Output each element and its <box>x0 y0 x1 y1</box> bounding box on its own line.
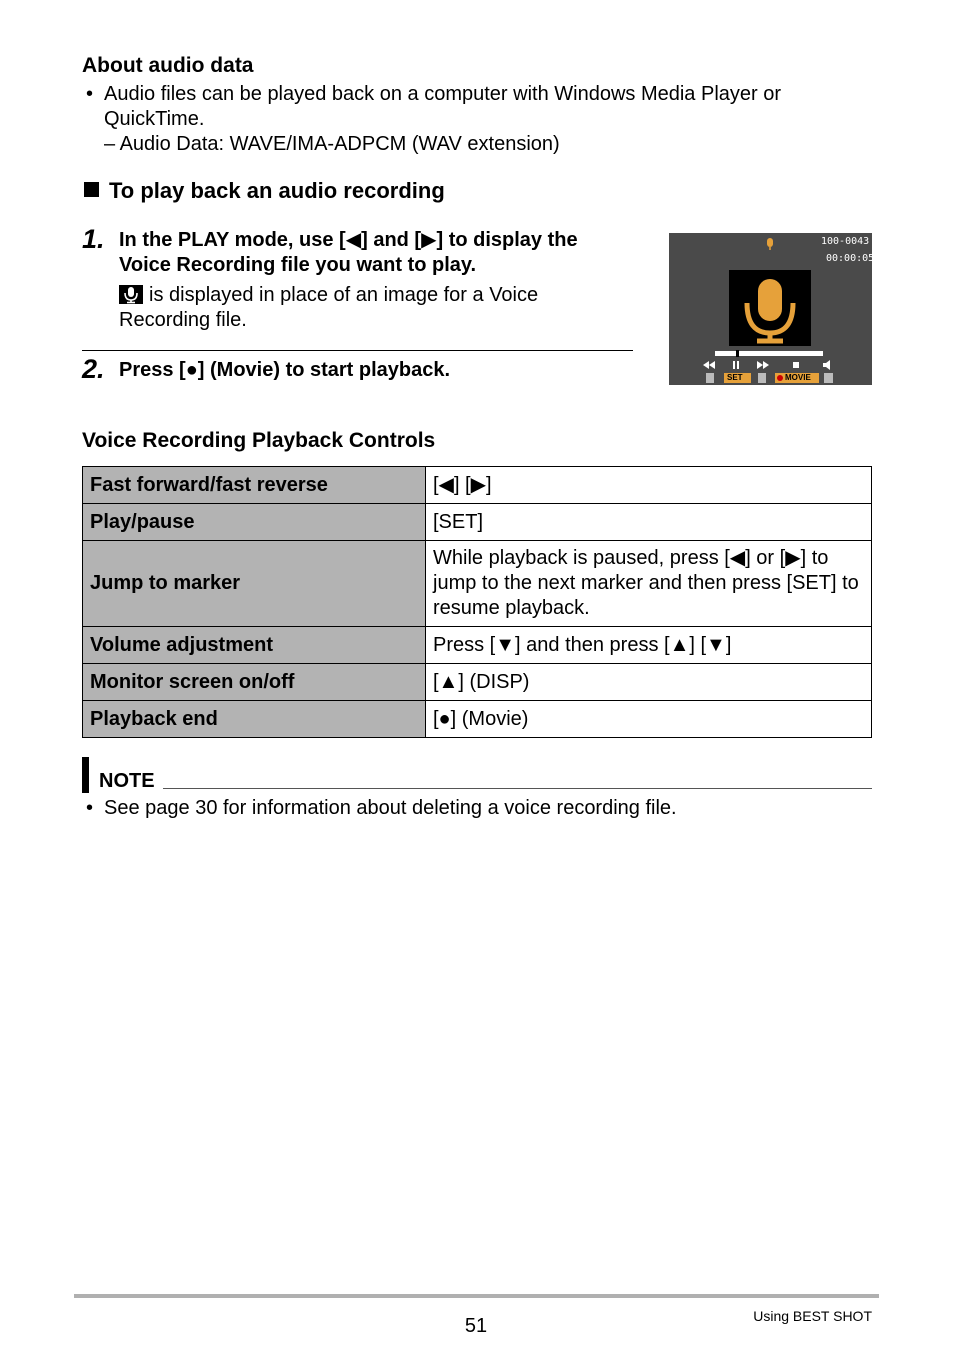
step-divider <box>82 350 633 351</box>
control-keys: While playback is paused, press [◀] or [▶] to jump to the next marker and then press [SET] to resume playback. <box>426 541 872 627</box>
note-rule <box>163 788 872 789</box>
step-1-note-text: is displayed in place of an image for a Voice Recording file. <box>119 284 539 331</box>
movie-key-label: MOVIE <box>785 373 811 382</box>
bullet-mark: • <box>86 83 94 105</box>
control-keys: Press [▼] and then press [▲] [▼] <box>426 627 872 664</box>
control-action: Monitor screen on/off <box>83 664 426 701</box>
controls-heading: Voice Recording Playback Controls <box>82 429 436 452</box>
page-number: 51 <box>464 1315 488 1337</box>
bullet-mark: • <box>86 797 94 819</box>
control-action: Play/pause <box>83 504 426 541</box>
step-2-instruction: Press [●] (Movie) to start playback. <box>119 359 451 381</box>
control-keys: [▲] (DISP) <box>426 664 872 701</box>
about-sub-item: – Audio Data: WAVE/IMA-ADPCM (WAV extension) <box>104 133 560 155</box>
progress-track <box>715 351 823 356</box>
table-row <box>83 504 872 541</box>
set-key-label: SET <box>727 373 743 382</box>
control-action: Volume adjustment <box>83 627 426 664</box>
footer-rule <box>74 1294 879 1298</box>
elapsed-time: 00:00:05 <box>826 253 875 264</box>
table-row <box>83 541 872 627</box>
about-audio-heading: About audio data <box>82 54 254 77</box>
note-bullet-text: See page 30 for information about deleting a voice recording file. <box>104 797 677 819</box>
note-bar <box>82 757 89 793</box>
note-bullet-item <box>86 796 866 821</box>
file-number: 100-0043 <box>821 236 870 247</box>
square-bullet-icon <box>84 182 99 197</box>
section-heading-text: To play back an audio recording <box>109 178 445 203</box>
progress-marker <box>736 350 739 357</box>
table-row <box>83 627 872 664</box>
step-2-number: 2. <box>82 354 105 384</box>
control-action: Fast forward/fast reverse <box>83 467 426 504</box>
step-1-number: 1. <box>82 224 105 254</box>
control-keys: [SET] <box>426 504 872 541</box>
table-row <box>83 467 872 504</box>
step-1-note <box>119 283 629 333</box>
table-row <box>83 664 872 701</box>
control-keys: [●] (Movie) <box>426 701 872 738</box>
about-bullet-text: Audio files can be played back on a computer with Windows Media Player or QuickTime. <box>104 83 782 130</box>
voice-recording-icon <box>119 285 143 304</box>
step-1-instruction: In the PLAY mode, use [◀] and [▶] to display the Voice Recording file you want to play. <box>119 229 578 276</box>
control-action: Jump to marker <box>83 541 426 627</box>
control-action: Playback end <box>83 701 426 738</box>
playback-controls-table <box>82 466 872 738</box>
section-heading <box>84 178 445 204</box>
control-keys: [◀] [▶] <box>426 467 872 504</box>
about-bullet-item <box>86 82 846 132</box>
camera-playback-screen <box>669 233 875 385</box>
table-row <box>83 701 872 738</box>
footer-section-label: Using BEST SHOT <box>753 1308 872 1324</box>
note-label: NOTE <box>99 770 155 792</box>
